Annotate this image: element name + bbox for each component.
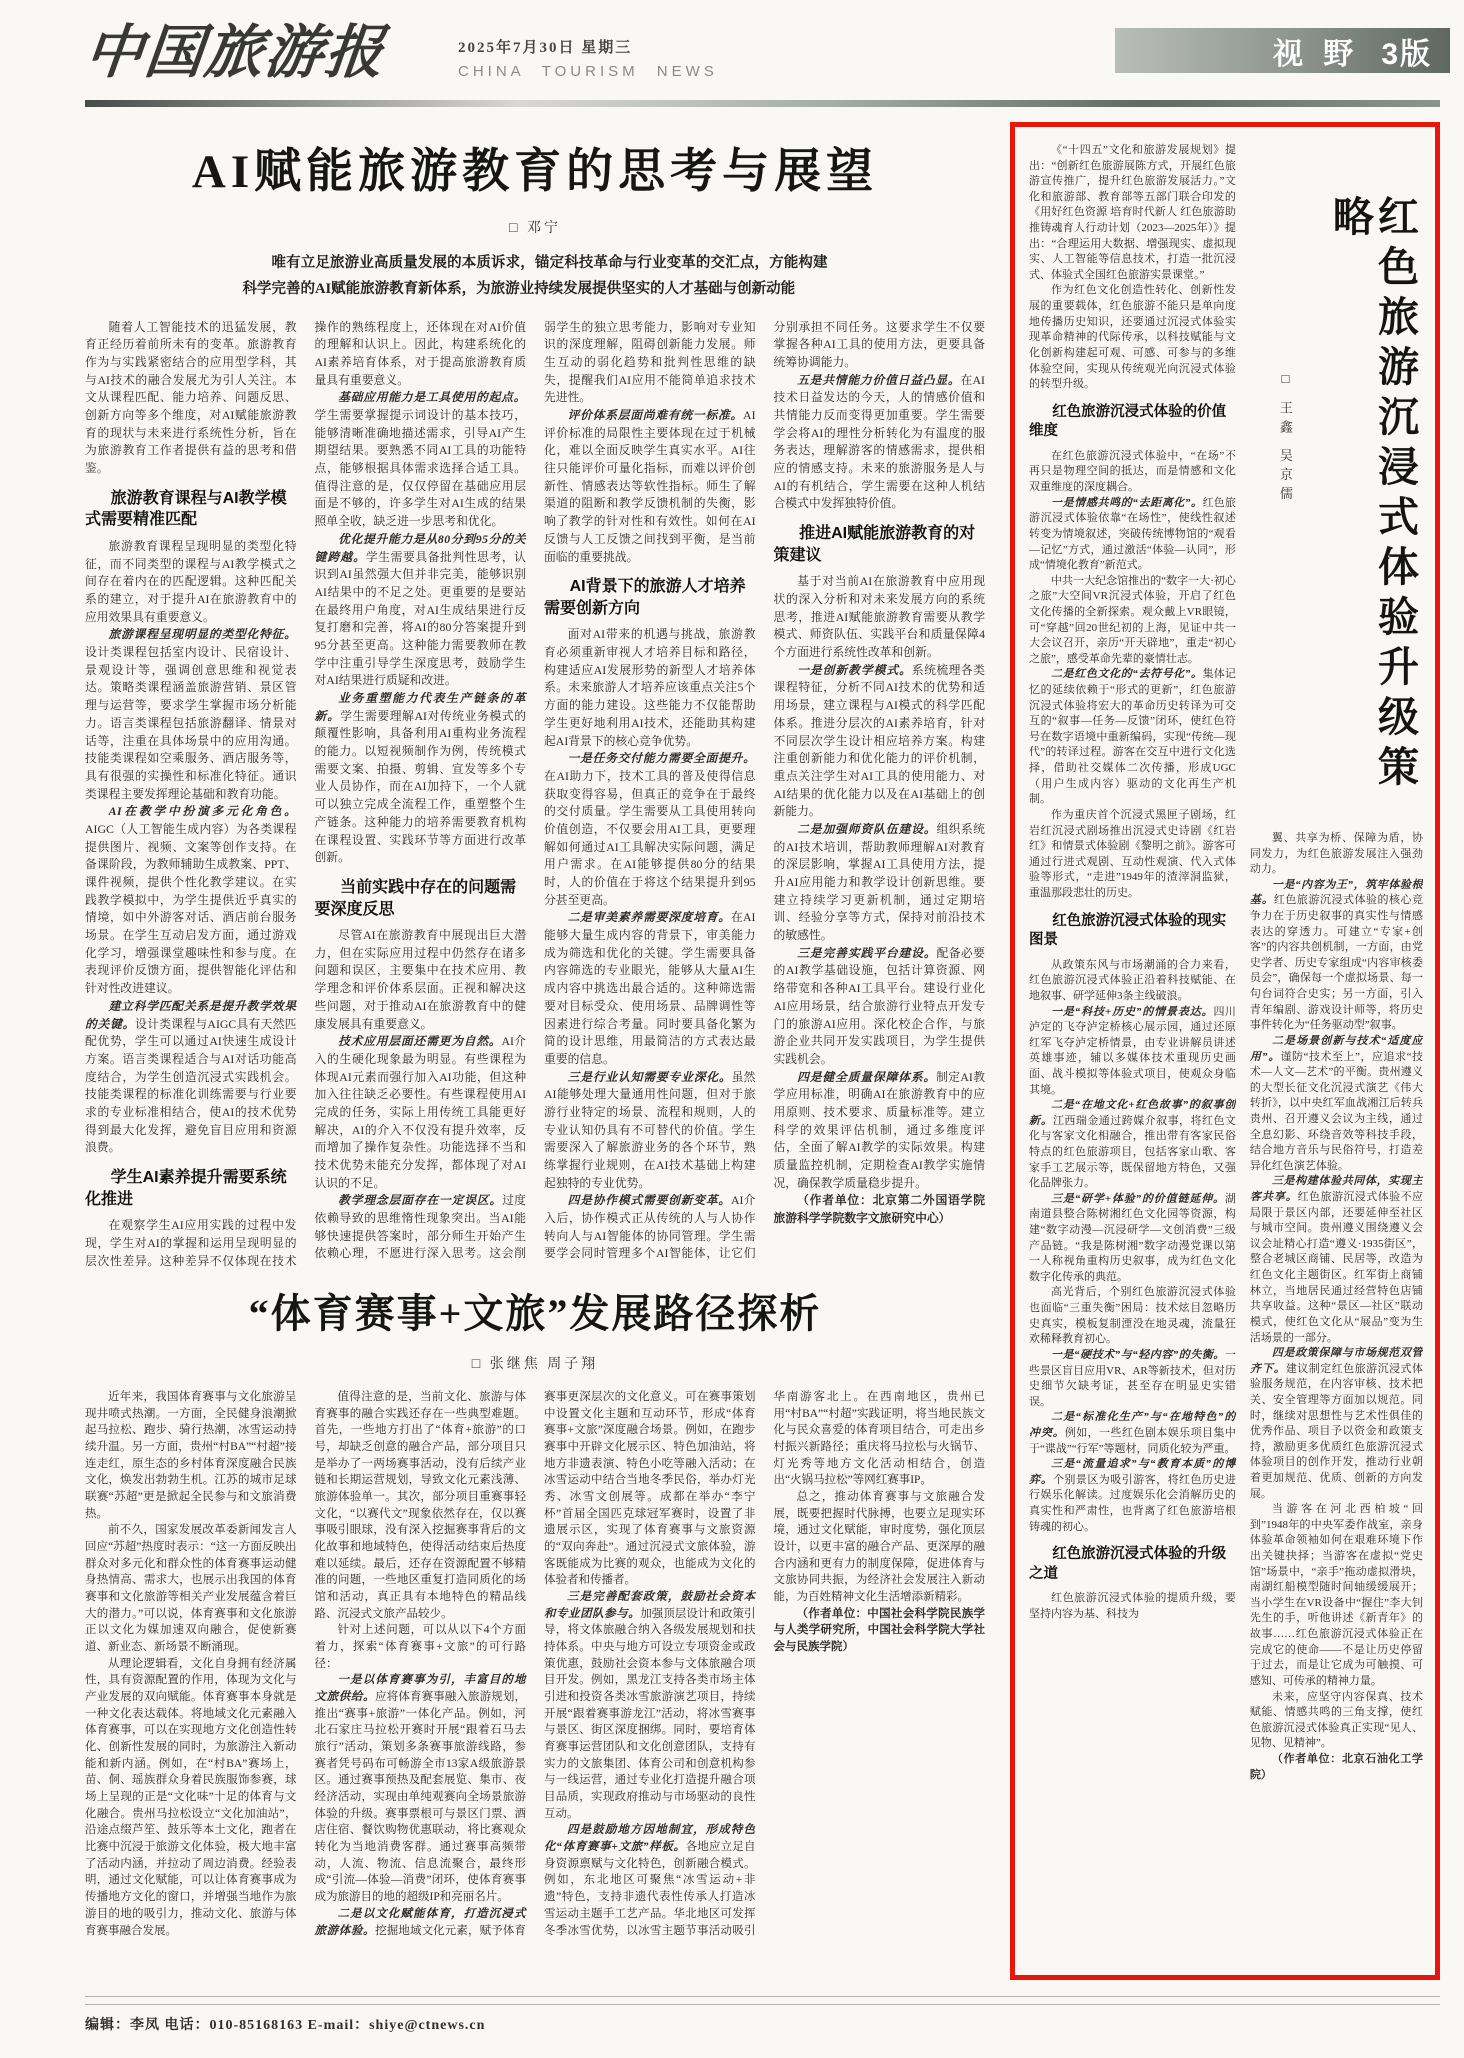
body-paragraph: 二是审美素养需要深度培育。在AI能够大量生成内容的背景下，审美能力成为筛选和优化的关键。学生需要具备内容筛选的专业眼光，能够从大量AI生成内容中挑选出最合适的。这种筛选需要对目标受众、使用场景、品牌调性等因素进行综合考量。同时要具备化繁为简的设计思维，用最简洁的方式表达最重要的信息。 xyxy=(544,910,756,1066)
body-paragraph: 旅游课程呈现明显的类型化特征。设计类课程包括室内设计、民宿设计、景观设计等，强调创意思维和视觉表达。策略类课程涵盖旅游营销、景区管理与运营等，要求学生掌握市场分析能力。语言类课程包括旅游翻译、情景对话等，注重在具体场景中的应用沟通。技能类课程如空乘服务、酒店服务等，具有很强的实操性和标准化特征。通识类课程主要发挥理论基础和教育功能。 xyxy=(85,627,297,801)
body-paragraph: 四是协作模式需要创新变革。AI介入后，协作模式正从传统的人与人协作转向人与AI智能体的协同管理。学生需要学会同时管理多个AI智能体，让它们分别承担不同任务。这要求学生不仅要掌握各种AI工具的使用方法，更要具备统筹协调能力。 xyxy=(544,319,985,1261)
body-paragraph: 四是鼓励地方因地制宜，形成特色化“体育赛事+文旅”样板。各地应立足自身资源禀赋与文化特色，创新融合模式。例如，东北地区可聚焦“冰雪运动+非遗”特色，支持非遗代表性传承人打造冰雪运动主题手工艺产品。华北地区可发挥冬季冰雪优势，以冰雪主题节事活动吸引华南游客北上。在西南地区，贵州已用“村BA”“村超”实践证明，将当地民族文化与民众喜爱的体育项目结合，可走出乡村振兴新路径；重庆将马拉松与火锅节、灯光秀等地方文化活动相结合，创造出“火锅马拉松”等网红赛事IP。 xyxy=(544,1391,985,1937)
body-paragraph: 旅游教育课程呈现明显的类型化特征，而不同类型的课程与AI教学模式之间存在着内在的匹配逻辑。这种匹配关系的建立，对于提升AI在旅游教育中的应用效果具有重要意义。 xyxy=(85,538,297,624)
red-article-title-area xyxy=(1250,143,1423,831)
section-subhead: 推进AI赋能旅游教育的对策建议 xyxy=(773,525,976,564)
article-sports-body xyxy=(85,1389,985,1949)
body-paragraph: 在观察学生AI应用实践的过程中发现，学生对AI的掌握和运用呈现明显的层次性差异。这种差异不仅体现在技术操作的熟练程度上，还体现在对AI价值的理解和认识上。因此，构建系统化的AI素养培育体系，对于提高旅游教育质量具有重要意义。 xyxy=(85,319,526,1268)
english-title: CHINA TOURISM NEWS xyxy=(458,63,718,80)
masthead-logo: 中国旅游报 xyxy=(81,20,389,85)
article-ai-education xyxy=(85,112,985,1271)
body-paragraph: 三是完善实践平台建设。配备必要的AI教学基础设施，包括计算资源、网络带宽和各种AI工具平台。建设行业化AI应用场景，结合旅游行业特点开发专门的旅游AI应用。深化校企合作，与旅游企业共同开发实践项目，为学生提供实践机会。 xyxy=(773,945,985,1066)
body-paragraph: 基础应用能力是工具使用的起点。学生需要掌握提示词设计的基本技巧，能够清晰准确地描述需求，引导AI产生期望结果。要熟悉不同AI工具的功能特点，能够根据具体需求选择合适工具。值得注意的是，仅仅停留在基础应用层面是不够的，许多学生对AI生成的结果照单全收，缺乏进一步思考和优化。 xyxy=(314,390,526,529)
body-paragraph: 一是创新教学模式。系统梳理各类课程特征，分析不同AI技术的优势和适用场景，建立课程与AI模式的科学匹配体系。推进分层次的AI素养培育，针对不同层次学生设计相应培养方案。构建注重创新能力和优化能力的评价机制，重点关注学生对AI工具的使用能力、对AI结果的优化能力以及在AI基础上的创新能力。 xyxy=(773,662,985,819)
red-article-byline: □ 王鑫 吴京儒 xyxy=(1277,371,1293,506)
body-paragraph: 五是共情能力价值日益凸显。在AI技术日益发达的今天，人的情感价值和共情能力反而变得更加重要。学生需要学会将AI的理性分析转化为有温度的服务表达，理解游客的情感需求，提供相应的情感支持。未来的旅游服务是人与AI的有机结合，学生需要在这种人机结合模式中发挥独特价值。 xyxy=(773,372,985,511)
body-paragraph: 尽管AI在旅游教育中展现出巨大潜力，但在实际应用过程中仍然存在诸多问题和误区，主要集中在技术应用、教学理念和评价体系层面。正视和解决这些问题，对于推动AI在旅游教育中的健康发展具有重要意义。 xyxy=(314,928,526,1031)
red-article-column-1 xyxy=(1029,143,1236,1963)
body-paragraph: 三是行业认知需要专业深化。虽然AI能够处理大量通用性问题，但对于旅游行业特定的场景、流程和规则，人的专业认知仍具有不可替代的价值。学生需要深入了解旅游业务的各个环节，熟练掌握行业规则，在AI技术基础上构建起独特的专业优势。 xyxy=(544,1069,756,1190)
body-paragraph: 教学理念层面存在一定误区。过度依赖导致的思维惰性现象突出。当AI能够快速提供答案时，部分师生开始产生依赖心理，不愿进行深入思考。这会削弱学生的独立思考能力，影响对专业知识的深度理解，阻碍创新能力发展。师生互动的弱化趋势和批判性思维的缺失，提醒我们AI应用不能简单追求技术先进性。 xyxy=(314,319,756,1261)
body-paragraph: 一是任务交付能力需要全面提升。在AI助力下，技术工具的普及使得信息获取变得容易，但真正的竞争在于最终的交付质量。学生需要从工具使用转向价值创造，不仅要会用AI工具，更要理解如何通过AI工具解决实际问题，满足用户需求。在AI能够提供80分的结果时，人的价值在于将这个结果提升到95分甚至更高。 xyxy=(544,751,756,907)
body-paragraph: 从理论逻辑看，文化自身拥有经济属性，具有资源配置的作用，体现为文化与产业发展的双向赋能。体育赛事本身就是一种文化表达载体。将地域文化元素融入体育赛事，可以在实现地方文化创造性转化、创新性发展的同时，为旅游注入新动能和新内涵。例如，在“村BA”赛场上，苗、侗、瑶族群众身着民族服饰参赛，球场上呈现的正是“文化味”十足的体育与文化融合。贵州马拉松设立“文化加油站”，沿途点缀芦笙、鼓乐等本土文化，跑者在比赛中沉浸于旅游文化体验，极大地丰富了活动内涵，并拉动了周边消费。经验表明，通过文化赋能，可以让体育赛事成为传播地方文化的窗口，并增强当地作为旅游目的地的吸引力，推动文化、旅游与体育赛事融合发展。 xyxy=(85,1657,297,1937)
body-paragraph: 面对AI带来的机遇与挑战，旅游教育必须重新审视人才培养目标和路径，构建适应AI发展形势的新型人才培养体系。未来旅游人才培养应该重点关注5个方面的能力建设。这些能力不仅能帮助学生更好地利用AI技术，还能助其构建起AI背景下的核心竞争优势。 xyxy=(544,627,756,748)
section-subhead: 旅游教育课程与AI教学模式需要精准匹配 xyxy=(85,489,287,529)
body-paragraph: 二是以文化赋能体育，打造沉浸式旅游体验。挖掘地域文化元素，赋予体育赛事更深层次的文化意义。可在赛事策划中设置文化主题和互动环节，形成“体育赛事+文旅”深度融合场景。例如，在跑步赛事中开辟文化展示区、特色加油站，将地方非遗表演、特色小吃等融入活动；在冰雪运动中结合当地冬季民俗，举办灯光秀、冰雪文创展等。成都在举办“李宁杯”首届全国匹克球冠军赛时，设置了非遗展示区，实现了体育赛事与文旅资源的“双向奔赴”。通过沉浸式文旅体验，游客既能成为比赛的观众，也能成为文化的体验者和传播者。 xyxy=(314,1391,756,1937)
body-paragraph: 总之，推动体育赛事与文旅融合发展，既要把握时代脉搏，也要立足现实环境，通过文化赋能，审时度势，强化顶层设计，以更丰富的融合产品、更深厚的融合内涵和更有力的制度保障，促进体育与文旅协同共振，为经济社会发展注入新动能，为百姓精神文化生活增添新精彩。 xyxy=(773,1491,985,1604)
body-paragraph: 二是场景创新与技术“适度应用”。谨防“技术至上”，应追求“技术—人文—艺术”的平衡。贵州遵义的大型长征文化沉浸式演艺《伟大转折》，以中央红军血战湘江后转兵贵州、召开遵义会议为主线，通过全息幻影、环绕音效等科技手段，结合地方音乐与民俗符号，打造差异化红色演艺体验。 xyxy=(1249,1034,1423,1172)
section-subhead: AI背景下的旅游人才培养需要创新方向 xyxy=(544,578,746,617)
section-subhead: 红色旅游沉浸式体验的价值维度 xyxy=(1029,403,1227,440)
red-article-column-2-text xyxy=(1250,831,1423,1963)
section-subhead: 学生AI素养提升需要系统化推进 xyxy=(85,1169,287,1208)
body-paragraph: 红色旅游沉浸式体验的提质升级，要坚持内容为基、科技为 xyxy=(1029,1592,1236,1620)
section-subhead: 当前实践中存在的问题需要深度反思 xyxy=(314,878,517,918)
body-paragraph: 三是“流量追求”与“教育本质”的博弈。个别景区为吸引游客，将红色历史进行娱乐化解读。过度娱乐化会消解历史的真实性和严肃性，也背离了红色旅游培根铸魂的初心。 xyxy=(1029,1458,1236,1533)
author-affiliation: （作者单位：中国社会科学院民族学与人类学研究所，中国社会科学院大学社会与民族学院） xyxy=(773,1607,985,1654)
issue-info xyxy=(458,36,718,80)
footer-divider xyxy=(85,1996,1440,2005)
body-paragraph: 一是情感共鸣的“去距离化”。红色旅游沉浸式体验依靠“在场性”，使线性叙述转变为情境叙述，突破传统博物馆的“观看—记忆”方式，通过激活“体验—认同”，形成“情境化教育”新范式。 xyxy=(1029,496,1236,572)
body-paragraph: 在红色旅游沉浸式体验中，“在场”不再只是物理空间的抵达，而是情感和文化双重维度的深度耦合。 xyxy=(1029,449,1236,494)
body-paragraph: 当游客在河北西柏坡“回到”1948年的中央军委作战室，亲身体验革命领袖如何在艰难环境下作出关键抉择；当游客在虚拟“党史馆”场景中，“亲手”拖动虚拟滑块，南湖红船模型随时间轴缓缓展开；当小学生在VR设备中“握住”李大钊先生的手，听他讲述《新青年》的故事……红色旅游沉浸式体验正在完成它的使命——不是让历史停留于过去，而是让它成为可触摸、可感知、可传承的精神力量。 xyxy=(1249,1503,1423,1687)
article-sports-tourism xyxy=(85,1282,985,1949)
body-paragraph: 一是“硬技术”与“轻内容”的失衡。一些景区盲目应用VR、AR等新技术，但对历史细节欠缺考证，甚至存在明显史实错误。 xyxy=(1029,1348,1236,1408)
red-article-column-2 xyxy=(1250,143,1423,1963)
article-ai-title: AI赋能旅游教育的思考与展望 xyxy=(191,146,879,198)
body-paragraph: 针对上述问题，可以从以下4个方面着力，探索“体育赛事+文旅”的可行路径： xyxy=(314,1624,526,1670)
body-paragraph: 一是“科技+历史”的情景表达。四川泸定的飞夺泸定桥核心展示园，通过还原红军飞夺泸定桥情景，由专业讲解员讲述英雄事迹，辅以多媒体技术重现历史画面、战斗模拟等体验式项目，使观众身临其境。 xyxy=(1029,1005,1236,1096)
page-number: 3版 xyxy=(1381,37,1432,71)
article-ai-byline: □ 邓宁 xyxy=(509,221,561,236)
body-paragraph: 《“十四五”文化和旅游发展规划》提出：“创新红色旅游展陈方式，开展红色旅游宣传推广，提升红色旅游发展活力。”文化和旅游部、教育部等五部门联合印发的《用好红色资源 培育时代新人 红色旅游助推铸魂育人行动计划（2023—2025年）》提出：“合理运用大数据、增强现实、虚拟现实、人工智能等信息技术，打造一批沉浸式、体验式全国红色旅游实景课堂。” xyxy=(1029,144,1236,281)
body-paragraph: 基于对当前AI在旅游教育中应用现状的深入分析和对未来发展方向的系统思考，推进AI赋能旅游教育需要从教学模式、师资队伍、实践平台和质量保障4个方面进行系统性改革和创新。 xyxy=(773,574,985,660)
body-paragraph: 建立科学匹配关系是提升教学效果的关键。设计类课程与AIGC具有天然匹配优势，学生可以通过AI快速生成设计方案。语言类课程适合与AI对话功能高度结合，为学生创造沉浸式实践机会。技能类课程的标准化训练需要与行业要求的专业标准相结合，使AI的技术优势得到最大化发挥，避免盲目应用和资源浪费。 xyxy=(85,998,297,1155)
author-affiliation: （作者单位：北京石油化工学院） xyxy=(1249,1752,1423,1781)
body-paragraph: 评价体系层面尚难有统一标准。AI评价标准的局限性主要体现在过于机械化，难以全面反映学生真实水平。AI往往只能评价可量化指标，而难以评价创新性、情感表达等软性指标。师生了解渠道的阻断和教学反馈机制的失衡，影响了教学的针对性和有效性。如何在AI反馈与人工反馈之间找到平衡，是当前面临的重要挑战。 xyxy=(544,408,756,564)
body-paragraph: 从政策东风与市场潮涌的合力来看，红色旅游沉浸式体验正沿着科技赋能、在地叙事、研学延伸3条主线破浪。 xyxy=(1029,958,1236,1002)
body-paragraph: 四是政策保障与市场规范双管齐下。建议制定红色旅游沉浸式体验服务规范，在内容审核、技术把关、安全管理等方面加以规范。同时，继续对思想性与艺术性俱佳的优秀作品、项目予以资金和政策支持，激励更多优质红色旅游沉浸式体验项目的创作开发，推动行业朝着更加规范、优质、创新的方向发展。 xyxy=(1249,1347,1423,1500)
body-paragraph: 近年来，我国体育赛事与文化旅游呈现井喷式热潮。一方面，全民健身浪潮掀起马拉松、跑步、骑行热潮，冰雪运动持续升温。另一方面，贵州“村BA”“村超”接连走红，原生态的乡村体育深度融合民族文化，焕发出勃勃生机。江苏的城市足球联赛“苏超”更是掀起全民参与和文旅消费热。 xyxy=(85,1391,297,1520)
header-divider-bar xyxy=(85,100,1440,107)
body-paragraph: 一是以体育赛事为引，丰富目的地文旅供给。应将体育赛事融入旅游规划，推出“赛事+旅游”一体化产品。例如，河北石家庄马拉松开赛时开展“跟着石马去旅行”活动，策划多条赛事旅游线路，参赛者凭号码布可畅游全市13家A级旅游景区。通过赛事预热及配套展览、集市、夜经济活动，实现由单纯观赛向全场景旅游体验的升级。赛事票根可与景区门票、酒店住宿、餐饮购物优惠联动，将比赛观众转化为当地消费客群。通过赛事高频带动，人流、物流、信息流聚合，最终形成“引流—体验—消费”闭环，使体育赛事成为旅游目的地的超级IP和亮丽名片。 xyxy=(314,1674,527,1904)
section-page-badge xyxy=(1115,28,1450,73)
footer-editor-line: 编辑：李凤 电话：010-85168163 E-mail：shiye@ctnews.cn xyxy=(85,2018,486,2033)
body-paragraph: 业务重塑能力代表生产链条的革新。学生需要理解AI对传统业务模式的颠覆性影响，具备利用AI重构业务流程的能力。以短视频制作为例，传统模式需要文案、拍摄、剪辑、宣发等多个专业人员协作，而在AI加持下，一个人就可以独立完成全流程工作，重塑整个生产链条。这种能力的培养需要教育机构在课程设置、实践环节等方面进行改革创新。 xyxy=(314,691,526,865)
body-paragraph: 前不久，国家发展改革委新闻发言人回应“苏超”热度时表示：“这一方面反映出群众对多元化和群众性的体育赛事运动健身热情高、需求大，也展示出我国的体育赛事和文化旅游等相关产业发展蕴含着巨大的潜力。”可以说，体育赛事和文化旅游正以文化为媒加速双向融合，促使新赛道、新业态、新场景不断涌现。 xyxy=(85,1524,297,1654)
red-article-title: 红色旅游沉浸式体验升级策略 xyxy=(1326,195,1418,795)
body-paragraph: 二是“在地文化+红色故事”的叙事创新。江西瑞金通过跨媒介叙事，将红色文化与客家文化相融合，推出带有客家民俗特点的红色旅游项目，包括客家山歌、客家手工艺展示等，既保留地方特色，又强化品牌张力。 xyxy=(1029,1099,1236,1190)
body-paragraph: 优化提升能力是从80分到95分的关键跨越。学生需要具备批判性思考，认识到AI虽然强大但并非完美，能够识别AI结果中的不足之处。更重要的是要站在最终用户角度，对AI生成结果进行反复打磨和完善，将AI的80分答案提升到95分甚至更高。这种能力需要教师在教学中注重引导学生深度思考，鼓励学生对AI结果进行质疑和改进。 xyxy=(314,531,526,688)
body-paragraph: 二是“标准化生产”与“在地特色”的冲突。例如，一些红色剧本娱乐项目集中于“谍战”“行军”等题材，同质化较为严重。 xyxy=(1029,1411,1236,1455)
body-paragraph: 四是健全质量保障体系。制定AI教学应用标准，明确AI在旅游教育中的应用原则、技术要求、质量标准等。建立科学的效果评估机制，通过多维度评估，全面了解AI教学的实际效果。构建质量监控机制，定期检查AI教学实施情况，确保教学质量稳步提升。 xyxy=(773,1069,985,1190)
body-paragraph: 三是完善配套政策，鼓励社会资本和专业团队参与。加强顶层设计和政策引导，将文体旅融合纳入各级发展规划和扶持体系。中央与地方可设立专项资金或政策优惠，鼓励社会资本参与文体旅融合项目开发。例如，黑龙江支持各类市场主体引进和投资各类冰雪旅游演艺项目，持续开展“跟着赛事游龙江”活动，将冰雪赛事与景区、街区深度捆绑。同时，要培育体育赛事运营团队和文化创意团队，支持有实力的文旅集团、体育公司和创意机构参与一线运营，通过专业化打造提升融合项目品质，实现政府推动与市场驱动的良性互动。 xyxy=(544,1591,756,1820)
body-paragraph: 翼、共享为桥、保障为盾，协同发力，为红色旅游发展注入强劲动力。 xyxy=(1249,832,1423,876)
article-ai-intro: 唯有立足旅游业高质量发展的本质诉求，锚定科技革命与行业变革的交汇点，方能构建科学完善的AI赋能旅游教育新体系，为旅游业持续发展提供坚实的人才基础与创新动能 xyxy=(242,255,828,297)
body-paragraph: 作为红色文化创造性转化、创新性发展的重要载体，红色旅游不能只是单向度地传播历史知识，还要通过沉浸式体验实现革命精神的代际传承，以科技赋能与文化创新构建起可观、可感、可参与的多维体验空间，实现从传统观光向沉浸式体验的转型升级。 xyxy=(1029,284,1236,391)
body-paragraph: 作为重庆首个沉浸式黑匣子剧场，红岩红沉浸式剧场推出沉浸式史诗剧《红岩红》和情景式体验剧《黎明之前》。游客可通过行进式观剧、互动性观演、代入式体验等形式，“走进”1949年的渣滓洞监狱，重温那段悲壮的历史。 xyxy=(1029,808,1236,899)
article-sports-title: “体育赛事+文旅”发展路径探析 xyxy=(248,1291,822,1336)
body-paragraph: 技术应用层面还需更为自然。AI介入的生硬化现象最为明显。有些课程为体现AI元素而强行加入AI功能，但这种加入往往缺乏必要性。有些课程使用AI完成的任务，实际上用传统工具能更好解决，AI的介入不仅没有提升效率，反而增加了操作复杂性。功能选择不当和技术优势未能充分发挥，都体现了对AI认识的不足。 xyxy=(314,1034,526,1190)
body-paragraph: 三是“研学+体验”的价值链延伸。湖南道县整合陈树湘红色文化园等资源，构建“数字动漫—沉浸研学—文创消费”三级产品链。“我是陈树湘”数字动漫党课以第一人称视角重构历史叙事，成为红色文化数字化传承的典范。 xyxy=(1029,1192,1236,1283)
body-paragraph: 二是红色文化的“去符号化”。集体记忆的延续依赖于“形式的更新”，红色旅游沉浸式体验将宏大的革命历史转译为可交互的“叙事—任务—反馈”闭环，使红色符号在数字语境中重新编码，实现“传统—现代”的转译过程。游客在交互中进行文化选择，借助社交媒体二次传播，形成UGC（用户生成内容）驱动的文化再生产机制。 xyxy=(1029,668,1236,806)
author-affiliation: （作者单位：北京第二外国语学院旅游科学学院数字文旅研究中心） xyxy=(773,1193,985,1226)
body-paragraph: 值得注意的是，当前文化、旅游与体育赛事的融合实践还存在一些典型难题。首先，一些地方打出了“体育+旅游”的口号，却缺乏创意的融合产品，部分项目只是举办了一两场赛事活动，没有后续产业链和长期运营规划，导致文化元素浅薄、旅游体验单一。其次，部分项目重赛事轻文化，“以赛代文”现象依然存在，仅以赛事吸引眼球，没有深入挖掘赛事背后的文化故事和地域特色，使得活动结束后热度难以延续。最后，还存在资源配置不够精准的问题，一些地区重复打造同质化的场馆和活动，真正具有本地特色的精品线路、沉浸式文旅产品较少。 xyxy=(314,1391,526,1620)
body-paragraph: AI在教学中扮演多元化角色。AIGC（人工智能生成内容）为各类课程提供图片、视频、文案等创作支持。在备课阶段，为教师辅助生成教案、PPT、课件视频，提供个性化教学建议。在实践教学模拟中，为学生提供近乎真实的情境，如中外游客对话、酒店前台服务场景。在学生互动启发方面，通过游戏化学习，增强课堂趣味性和参与度。在表现评价反馈方面，提供智能化评估和针对性改进建议。 xyxy=(85,804,297,996)
body-paragraph: 二是加强师资队伍建设。组织系统的AI技术培训，帮助教师理解AI对教育的深层影响，掌握AI工具使用方法，提升AI应用能力和教学设计创新思维。要建立持续学习更新机制，通过定期培训、经验分享等方式，保持对前沿技术的敏感性。 xyxy=(773,821,985,943)
section-name: 视 野 xyxy=(1272,37,1360,71)
body-paragraph: 中共一大纪念馆推出的“数字一大·初心之旅”大空间VR沉浸式体验，开启了红色文化传播的全新探索。观众戴上VR眼镜，可“穿越”回20世纪初的上海，见证中共一大会议召开，亲历“开天辟地”，重走“初心之旅”，感受革命先辈的豪情壮志。 xyxy=(1029,574,1236,665)
issue-date: 2025年7月30日 星期三 xyxy=(458,40,633,56)
article-red-tourism-box xyxy=(1010,122,1440,1980)
article-ai-body xyxy=(85,319,985,1271)
body-paragraph: 未来，应坚守内容保真、技术赋能、情感共鸣的三角支撑，使红色旅游沉浸式体验真正实现“见人、见物、见精神”。 xyxy=(1249,1690,1423,1750)
body-paragraph: 一是“内容为王”，筑牢体验根基。红色旅游沉浸式体验的核心竞争力在于历史叙事的真实性与情感表达的穿透力。可建立“专家+创客”的内容共创机制，一方面，由党史学者、历史专家组成“内容审核委员会”，确保每一个虚拟场景、每一句台词符合史实；另一方面，引入青年编剧、游戏设计师等，将历史事件转化为“任务驱动型”叙事。 xyxy=(1249,878,1423,1032)
article-sports-byline: □ 张继焦 周子翔 xyxy=(471,1357,599,1372)
section-subhead: 红色旅游沉浸式体验的升级之道 xyxy=(1029,1546,1227,1582)
body-paragraph: 随着人工智能技术的迅猛发展，教育正经历着前所未有的变革。旅游教育作为与实践紧密结合的应用型学科，其与AI技术的融合发展尤为引人关注。本文从课程匹配、能力培养、问题反思、创新方向等多个维度，对AI赋能旅游教育的现状与未来进行系统性分析，旨在为旅游教育工作者提供有益的思考和借鉴。 xyxy=(85,319,297,476)
body-paragraph: 高光背后，个别红色旅游沉浸式体验也面临“三重失衡”困局：技术炫目忽略历史真实，模板复制湮没在地灵魂，流量狂欢稀释教育初心。 xyxy=(1029,1286,1236,1346)
section-subhead: 红色旅游沉浸式体验的现实图景 xyxy=(1029,912,1227,949)
body-paragraph: 三是构建体验共同体，实现主客共享。红色旅游沉浸式体验不应局限于景区内部，还要延伸至社区与城市空间。贵州遵义围绕遵义会议会址精心打造“遵义·1935街区”，整合老城区商铺、民居等，改造为红色文化主题街区。红军街上商铺林立，当地居民通过经营特色店铺共享收益。这种“景区—社区”联动模式，使红色文化从“展品”变为生活场景的一部分。 xyxy=(1249,1175,1423,1344)
